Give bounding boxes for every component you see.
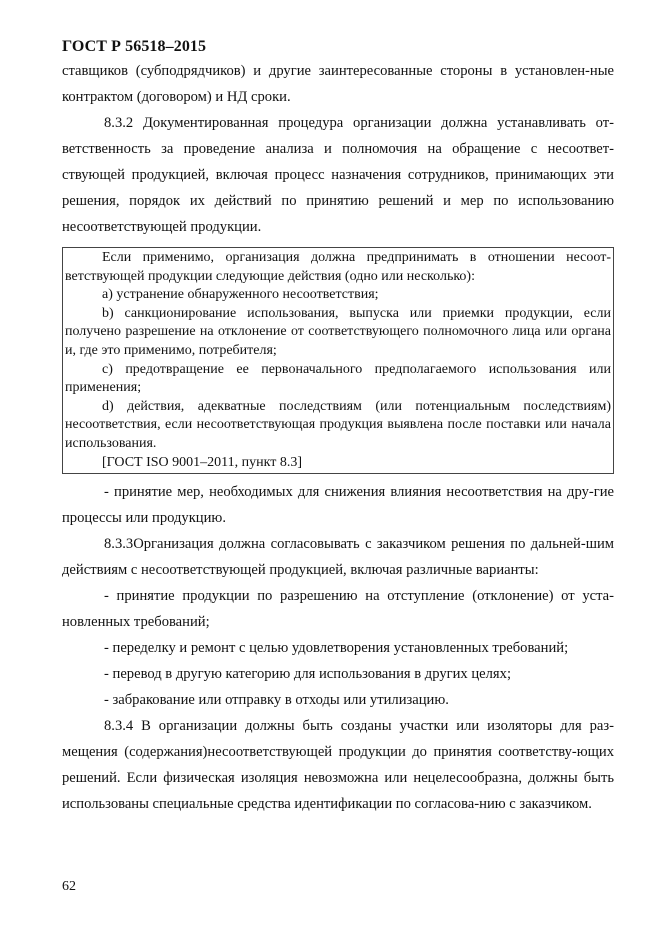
quote-item: a) устранение обнаруженного несоответствия; <box>102 287 379 303</box>
body-paragraph: ставщиков (субподрядчиков) и другие заинтересованные стороны в установлен-ные контрактом (договором) и НД сроки. <box>62 63 614 105</box>
document-header: ГОСТ Р 56518–2015 <box>62 38 207 55</box>
list-item: - переделку и ремонт с целью удовлетворения установленных требований; <box>104 640 569 657</box>
quote-reference: [ГОСТ ISO 9001–2011, пункт 8.3] <box>102 454 302 470</box>
body-paragraph: 8.3.2 Документированная процедура организации должна устанавливать от-ветственность за проведение анализа и полномочия на обращение с несоответ-ствующей продукцией, включая процесс назначения сотрудников, принимающих эти решения, порядок их действий по принятию решений и мер по использованию несоответствующей продукции. <box>62 115 614 235</box>
quote-item: d) действия, адекватные последствиям (или потенциальным последствиям) несоответствия, если несоответствующая продукция выявлена после поставки или начала использования. <box>65 398 611 451</box>
quote-item: c) предотвращение ее первоначального предполагаемого использования или применения; <box>65 361 611 396</box>
body-paragraph: 8.3.3Организация должна согласовывать с заказчиком решения по дальней-шим действиям с несоответствующей продукцией, включая различные варианты: <box>62 536 614 579</box>
page-number: 62 <box>62 879 76 894</box>
body-paragraph: - принятие мер, необходимых для снижения влияния несоответствия на дру-гие процессы или продукцию. <box>62 484 614 527</box>
quote-item: b) санкционирование использования, выпуска или приемки продукции, если получено разрешение на отклонение от соответствующего полномочного лица или органа и, где это применимо, потребителя; <box>65 305 611 358</box>
body-paragraph: 8.3.4 В организации должны быть созданы участки или изоляторы для раз-мещения (содержания)несоответствующей продукции до принятия соответству-ющих решений. Если физическая изоляция невозможна или нецелесообразна, должны быть использованы специальные средства идентификации по согласова-нию с заказчиком. <box>62 718 614 813</box>
page-body <box>62 58 614 817</box>
quote-intro: Если применимо, организация должна предпринимать в отношении несоот-ветствующей продукции следующие действия (одно или несколько): <box>65 250 611 284</box>
list-item: - принятие продукции по разрешению на отступление (отклонение) от уста-новленных требований; <box>62 588 614 631</box>
list-item: - перевод в другую категорию для использования в других целях; <box>104 666 511 683</box>
quote-box <box>62 247 614 474</box>
list-item: - забракование или отправку в отходы или утилизацию. <box>104 692 449 709</box>
